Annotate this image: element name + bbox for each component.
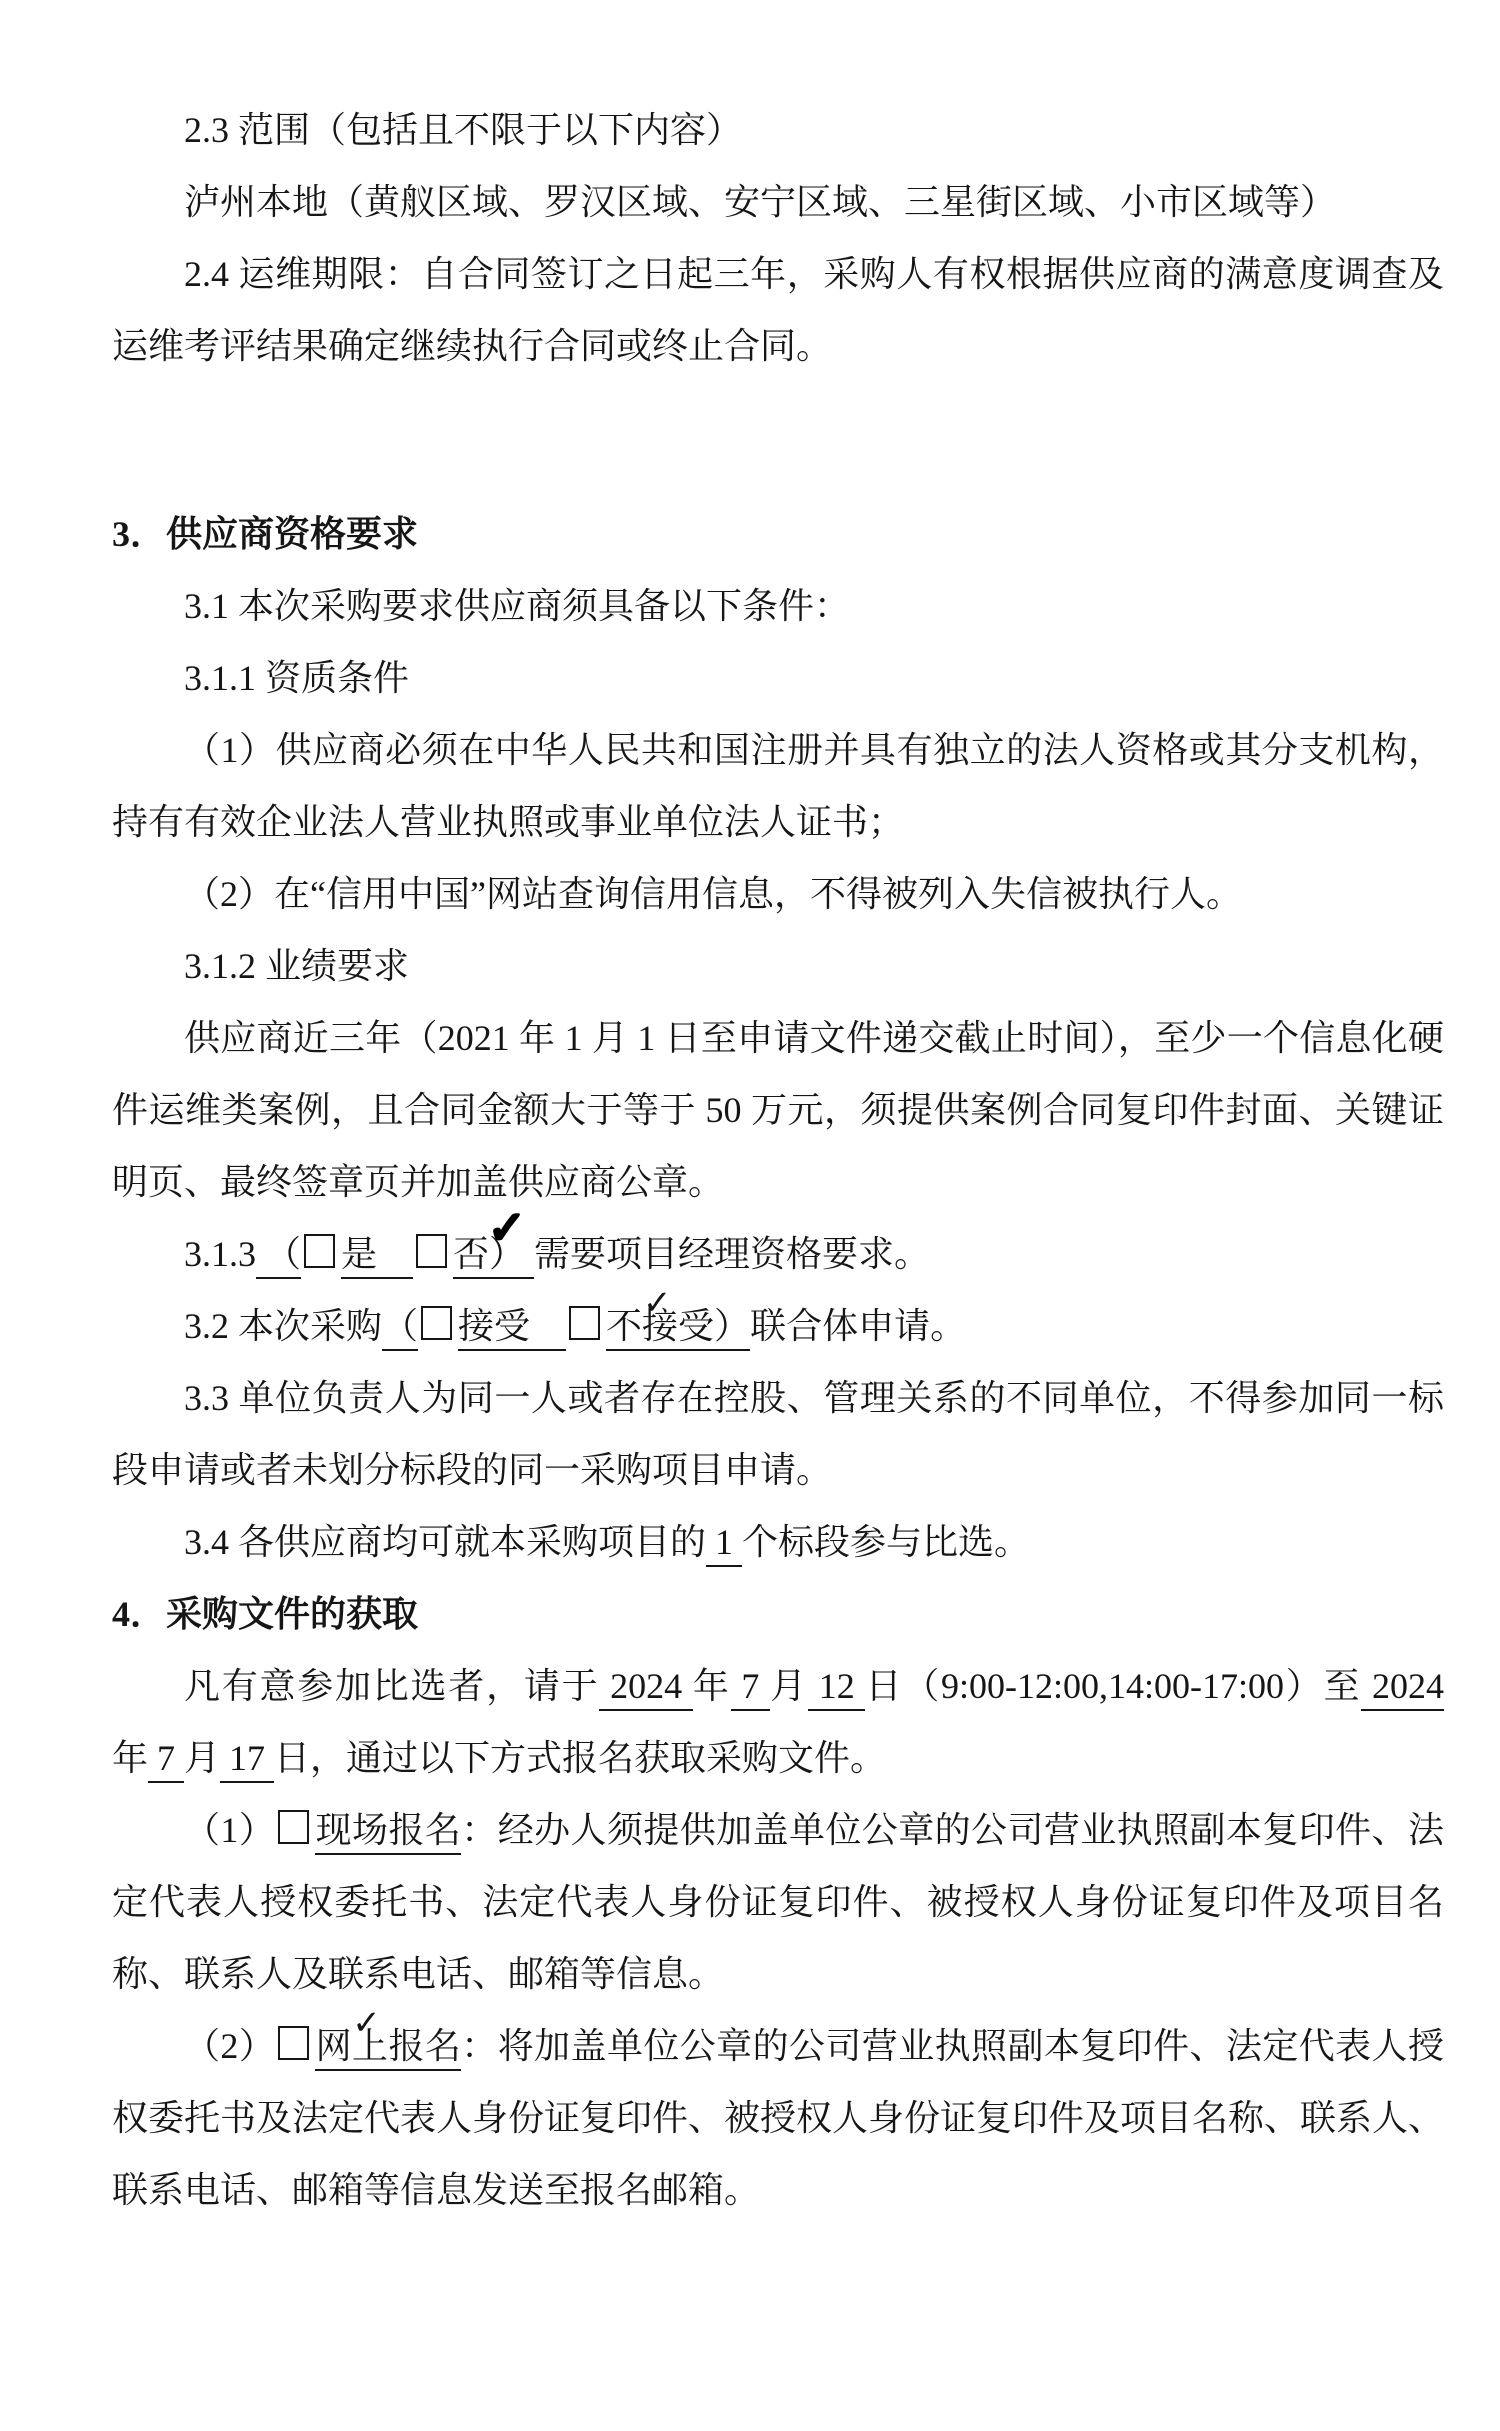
text-run: 3.2 本次采购 [184,1306,383,1346]
clause-3-1-2-body [112,1002,1444,1218]
clause-2-3-scope-areas [112,166,1444,238]
text-run: 3.4 各供应商均可就本采购项目的 [184,1522,707,1562]
checkbox-unchecked-icon [278,1810,309,1844]
text-run: （1） [184,1810,276,1850]
clause-4-registration-period [112,1650,1444,1794]
text-run: 2.3 范围（包括且不限于以下内容） [184,110,743,150]
text-run: ：将加盖单位公章的公司营业执照副本复印件、法定代表人授权委托书及法定代表人身份证复印件、被授权人身份证复印件及项目名称、联系人、联系电话、邮箱等信息发送至报名邮箱。 [112,2026,1445,2210]
section-3-heading [112,498,1444,570]
section-4-heading [112,1578,1444,1650]
text-run: 3.3 单位负责人为同一人或者存在控股、管理关系的不同单位，不得参加同一标段申请或者未划分标段的同一采购项目申请。 [112,1378,1444,1490]
checkbox-checked-icon [569,1306,600,1340]
text-run: 2024 [599,1666,693,1711]
text-run: 2.4 运维期限：自合同签订之日起三年，采购人有权根据供应商的满意度调查及运维考评结果确定继续执行合同或终止合同。 [112,254,1444,366]
clause-3-1-3-project-manager [112,1218,1444,1290]
text-run: 3．供应商资格要求 [112,514,419,554]
text-run: 否） [453,1234,534,1279]
text-run: 日（9:00-12:00,14:00-17:00）至 [865,1666,1362,1706]
text-run: 月 [184,1738,221,1778]
text-run: 日，通过以下方式报名获取采购文件。 [274,1738,887,1778]
clause-3-1-2-heading [112,930,1444,1002]
checkbox-checked-icon [278,2026,309,2060]
text-run: （ [256,1234,301,1279]
clause-3-2-consortium [112,1290,1444,1362]
clause-3-1-1-heading [112,642,1444,714]
text-run: 4．采购文件的获取 [112,1594,419,1634]
text-run: 是 [341,1234,413,1279]
text-run: 年 [692,1666,731,1706]
text-run: 3.1.3 [184,1234,256,1274]
text-run: 需要项目经理资格要求。 [534,1234,931,1274]
text-run: 12 [808,1666,866,1711]
text-run: 1 [706,1522,742,1567]
text-run: （2） [184,2026,276,2066]
document-content [112,94,1444,2226]
clause-2-3-scope [112,94,1444,166]
text-run: 个标段参与比选。 [742,1522,1031,1562]
text-run: 泸州本地（黄舣区域、罗汉区域、安宁区域、三星街区域、小市区域等） [184,182,1337,222]
checkbox-unchecked-icon [421,1306,452,1340]
text-run: 3.1.2 业绩要求 [184,946,410,986]
clause-3-1 [112,570,1444,642]
text-run: （2）在“信用中国”网站查询信用信息，不得被列入失信被执行人。 [184,874,1242,914]
text-run: 不接受） [606,1306,750,1351]
text-run: 7 [731,1666,771,1711]
text-run: 网上报名 [315,2026,461,2071]
clause-3-3-same-controller [112,1362,1444,1506]
text-run: 17 [220,1738,274,1783]
text-run: ：经办人须提供加盖单位公章的公司营业执照副本复印件、法定代表人授权委托书、法定代表人身份证复印件、被授权人身份证复印件及项目名称、联系人及联系电话、邮箱等信息。 [112,1810,1444,1994]
text-run: 凡有意参加比选者，请于 [184,1666,600,1706]
text-run: 3.1 本次采购要求供应商须具备以下条件： [184,586,851,626]
checkbox-unchecked-icon [304,1234,335,1268]
text-run: 接受 [458,1306,566,1351]
paragraph-spacer [112,382,1444,498]
text-run: （1）供应商必须在中华人民共和国注册并具有独立的法人资格或其分支机构，持有有效企业法人营业执照或事业单位法人证书； [112,730,1444,842]
text-run: 联合体申请。 [750,1306,967,1346]
clause-2-4-maintenance-period [112,238,1444,382]
text-run: （ [382,1306,418,1351]
clause-3-4-lots [112,1506,1444,1578]
text-run: 年 [112,1738,149,1778]
clause-4-option-1-onsite [112,1794,1444,2010]
text-run: 2024 [1361,1666,1444,1711]
clause-3-1-1-item-2 [112,858,1444,930]
checkbox-checked-icon [416,1234,447,1268]
text-run: 3.1.1 资质条件 [184,658,410,698]
clause-4-option-2-online [112,2010,1444,2226]
text-run: 供应商近三年（2021 年 1 月 1 日至申请文件递交截止时间），至少一个信息化硬件运维类案例，且合同金额大于等于 50 万元，须提供案例合同复印件封面、关键证明页、最终签章页并加盖供应商公章。 [112,1018,1444,1202]
text-run: 现场报名 [315,1810,461,1855]
text-run: 7 [148,1738,184,1783]
clause-3-1-1-item-1 [112,714,1444,858]
text-run: 月 [770,1666,808,1706]
